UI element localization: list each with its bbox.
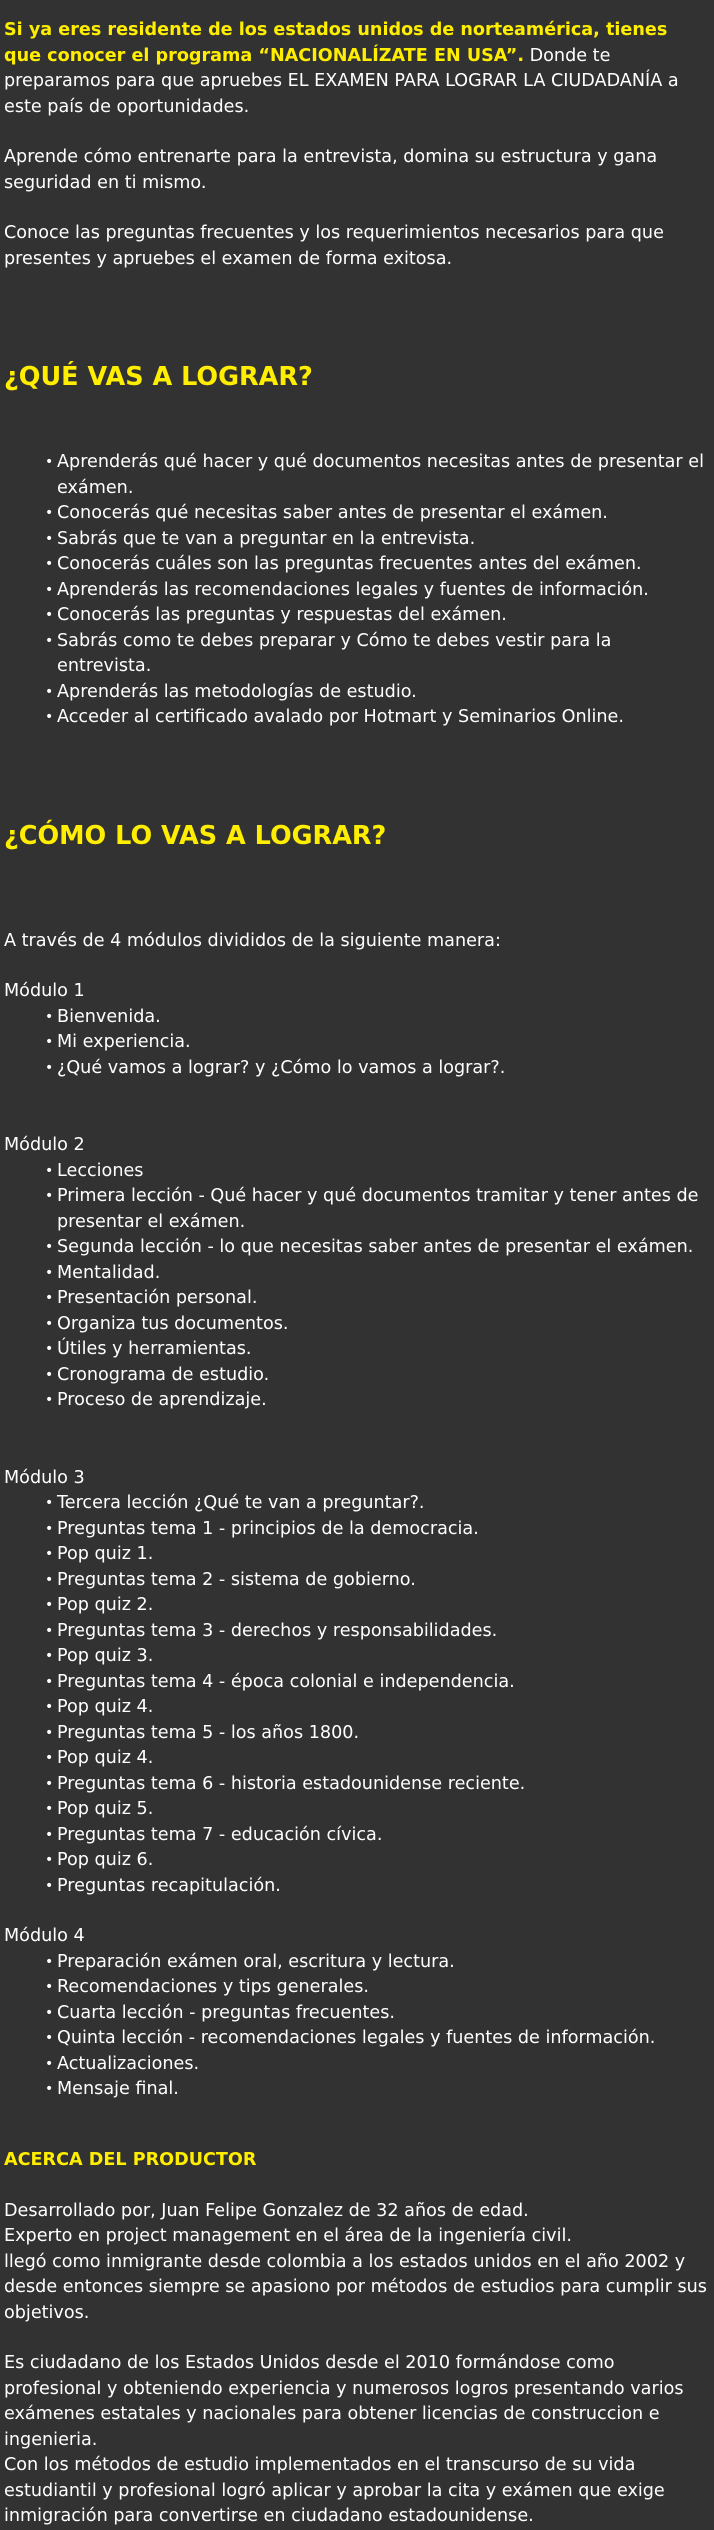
list-item: • Preguntas tema 4 - época colonial e independencia. xyxy=(4,1670,710,1696)
que-vas-a-lograr-list xyxy=(4,450,710,731)
modulo-title: Módulo 3 xyxy=(4,1467,85,1488)
intro-rest: Donde te preparamos para que apruebes EL EXAMEN PARA LOGRAR LA CIUDADANÍA a este país de oportunidades. xyxy=(4,45,679,117)
list-item: • Preguntas tema 7 - educación cívica. xyxy=(4,1823,710,1849)
productor-line: Experto en project management en el área de la ingeniería civil. xyxy=(4,2226,572,2246)
modulo-title: Módulo 1 xyxy=(4,981,85,1001)
list-item: • Quinta lección - recomendaciones legales y fuentes de información. xyxy=(4,2026,710,2052)
list-item: • Proceso de aprendizaje. xyxy=(4,1388,710,1414)
list-item: • Primera lección - Qué hacer y qué documentos tramitar y tener antes de presentar el exámen. xyxy=(4,1184,710,1235)
productor-paragraph-2 xyxy=(4,2351,710,2530)
list-item: • Conocerás las preguntas y respuestas del exámen. xyxy=(4,603,710,629)
list-item: • Preguntas tema 1 - principios de la democracia. xyxy=(4,1517,710,1543)
productor-line: Con los métodos de estudio implementados en el transcurso de su vida estudiantil y profesional logró aplicar y aprobar la cita y exámen que exige inmigración para convertirse en ciudadano estadounidense. xyxy=(4,2455,665,2526)
productor-heading: ACERCA DEL PRODUCTOR xyxy=(4,2149,257,2170)
modulo-title: Módulo 4 xyxy=(4,1926,85,1946)
list-item: • Conocerás cuáles son las preguntas frecuentes antes del exámen. xyxy=(4,552,710,578)
list-item: • Aprenderás qué hacer y qué documentos necesitas antes de presentar el exámen. xyxy=(4,450,710,501)
list-item: • Preparación exámen oral, escritura y lectura. xyxy=(4,1950,710,1976)
modulo-3 xyxy=(4,1466,710,1900)
como-lo-vas-a-lograr-heading: ¿CÓMO LO VAS A LOGRAR? xyxy=(4,820,387,851)
list-item: • Mentalidad. xyxy=(4,1261,710,1287)
productor-paragraph-1 xyxy=(4,2199,710,2327)
modulo-2 xyxy=(4,1133,710,1414)
list-item: • Preguntas tema 6 - historia estadounidense reciente. xyxy=(4,1772,710,1798)
list-item: • Actualizaciones. xyxy=(4,2052,710,2078)
list-item: • Aprenderás las metodologías de estudio. xyxy=(4,680,710,706)
list-item: • Cronograma de estudio. xyxy=(4,1363,710,1389)
list-item: • Preguntas recapitulación. xyxy=(4,1874,710,1900)
list-item: • Pop quiz 3. xyxy=(4,1644,710,1670)
modulo-items xyxy=(4,1159,710,1414)
intro-section xyxy=(4,18,710,272)
list-item: • Segunda lección - lo que necesitas saber antes de presentar el exámen. xyxy=(4,1235,710,1261)
list-item: • Presentación personal. xyxy=(4,1286,710,1312)
modulos-list xyxy=(4,979,710,2103)
list-item: • Cuarta lección - preguntas frecuentes. xyxy=(4,2001,710,2027)
list-item: • Recomendaciones y tips generales. xyxy=(4,1975,710,2001)
que-vas-a-lograr-heading: ¿QUÉ VAS A LOGRAR? xyxy=(4,362,313,392)
intro-highlight: Si ya eres residente de los estados unidos de norteamérica, tienes que conocer el programa “NACIONALÍZATE EN USA”. xyxy=(4,20,668,66)
list-item: • Aprenderás las recomendaciones legales y fuentes de información. xyxy=(4,578,710,604)
list-item: • Mi experiencia. xyxy=(4,1030,710,1056)
list-item: • Preguntas tema 3 - derechos y responsabilidades. xyxy=(4,1619,710,1645)
list-item: • Preguntas tema 2 - sistema de gobierno. xyxy=(4,1568,710,1594)
intro-paragraph-3: Conoce las preguntas frecuentes y los requerimientos necesarios para que presentes y apruebes el examen de forma exitosa. xyxy=(4,223,664,269)
list-item: • Útiles y herramientas. xyxy=(4,1337,710,1363)
modulo-title: Módulo 2 xyxy=(4,1135,85,1155)
intro-paragraph-2: Aprende cómo entrenarte para la entrevista, domina su estructura y gana seguridad en ti mismo. xyxy=(4,147,658,193)
list-item: • Pop quiz 6. xyxy=(4,1848,710,1874)
list-item: • Pop quiz 2. xyxy=(4,1593,710,1619)
list-item: • Pop quiz 4. xyxy=(4,1746,710,1772)
list-item: • Preguntas tema 5 - los años 1800. xyxy=(4,1721,710,1747)
list-item: • Sabrás como te debes preparar y Cómo te debes vestir para la entrevista. xyxy=(4,629,710,680)
modulo-items xyxy=(4,1005,710,1082)
intro-paragraph xyxy=(4,18,710,120)
list-item: • Pop quiz 4. xyxy=(4,1695,710,1721)
modulo-items xyxy=(4,1491,710,1899)
list-item: • Pop quiz 5. xyxy=(4,1797,710,1823)
list-item: • Tercera lección ¿Qué te van a preguntar?. xyxy=(4,1491,710,1517)
list-item: • Sabrás que te van a preguntar en la entrevista. xyxy=(4,527,710,553)
productor-line: Es ciudadano de los Estados Unidos desde el 2010 formándose como profesional y obteniendo experiencia y numerosos logros presentando varios exámenes estatales y nacionales para obtener licencias de construccion e ingenieria. xyxy=(4,2353,684,2450)
modulos-intro: A través de 4 módulos divididos de la siguiente manera: xyxy=(4,930,501,951)
list-item: • Pop quiz 1. xyxy=(4,1542,710,1568)
productor-line: Desarrollado por, Juan Felipe Gonzalez de 32 años de edad. xyxy=(4,2200,529,2221)
modulo-1 xyxy=(4,979,710,1081)
list-item: • Organiza tus documentos. xyxy=(4,1312,710,1338)
modulo-4 xyxy=(4,1924,710,2103)
list-item: • ¿Qué vamos a lograr? y ¿Cómo lo vamos a lograr?. xyxy=(4,1056,710,1082)
list-item: • Acceder al certificado avalado por Hotmart y Seminarios Online. xyxy=(4,705,710,731)
list-item: • Lecciones xyxy=(4,1159,710,1185)
modulo-items xyxy=(4,1950,710,2103)
productor-line: llegó como inmigrante desde colombia a los estados unidos en el año 2002 y desde entonces siempre se apasiono por métodos de estudios para cumplir sus objetivos. xyxy=(4,2251,707,2323)
list-item: • Mensaje final. xyxy=(4,2077,710,2103)
list-item: • Conocerás qué necesitas saber antes de presentar el exámen. xyxy=(4,501,710,527)
list-item: • Bienvenida. xyxy=(4,1005,710,1031)
